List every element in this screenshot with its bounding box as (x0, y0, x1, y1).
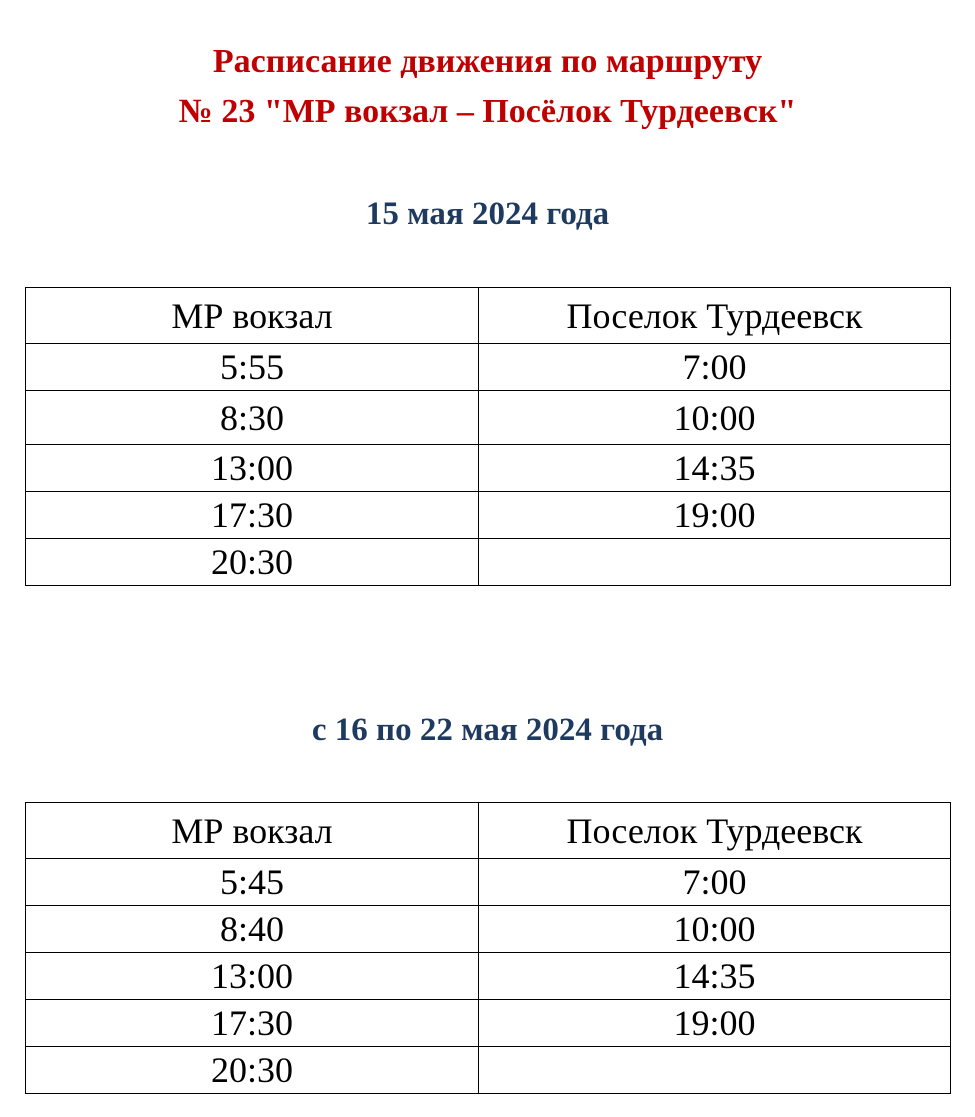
time-cell: 13:00 (26, 445, 479, 492)
time-cell: 13:00 (26, 953, 479, 1000)
time-cell: 17:30 (26, 492, 479, 539)
table-row (26, 445, 951, 492)
document-title-line-2: № 23 "МР вокзал – Посёлок Турдеевск" (178, 93, 797, 130)
table-row (26, 1000, 951, 1047)
table-row (26, 344, 951, 391)
schedule-table-2 (25, 802, 951, 1094)
table-row (26, 1047, 951, 1094)
table-row (26, 906, 951, 953)
time-cell: 7:00 (479, 344, 951, 391)
time-cell: 17:30 (26, 1000, 479, 1047)
time-cell (479, 539, 951, 586)
time-cell: 5:45 (26, 859, 479, 906)
time-cell: 8:30 (26, 391, 479, 445)
document-title-line-1: Расписание движения по маршруту (212, 43, 763, 80)
schedule-period-heading: с 16 по 22 мая 2024 года (311, 712, 664, 748)
schedule-table-1 (25, 287, 951, 586)
header-cell-return: Поселок Турдеевск (479, 288, 951, 344)
time-cell: 14:35 (479, 445, 951, 492)
table-row (26, 492, 951, 539)
time-cell: 20:30 (26, 1047, 479, 1094)
time-cell: 10:00 (479, 906, 951, 953)
table-header-row (26, 803, 951, 859)
time-cell: 20:30 (26, 539, 479, 586)
time-cell (479, 1047, 951, 1094)
header-cell-return: Поселок Турдеевск (479, 803, 951, 859)
table-row (26, 859, 951, 906)
time-cell: 14:35 (479, 953, 951, 1000)
table-header-row (26, 288, 951, 344)
table-row (26, 953, 951, 1000)
time-cell: 8:40 (26, 906, 479, 953)
time-cell: 7:00 (479, 859, 951, 906)
time-cell: 19:00 (479, 492, 951, 539)
time-cell: 5:55 (26, 344, 479, 391)
header-cell-departure: МР вокзал (26, 288, 479, 344)
header-cell-departure: МР вокзал (26, 803, 479, 859)
time-cell: 10:00 (479, 391, 951, 445)
time-cell: 19:00 (479, 1000, 951, 1047)
table-row (26, 539, 951, 586)
table-row (26, 391, 951, 445)
schedule-period-heading: 15 мая 2024 года (365, 196, 610, 232)
